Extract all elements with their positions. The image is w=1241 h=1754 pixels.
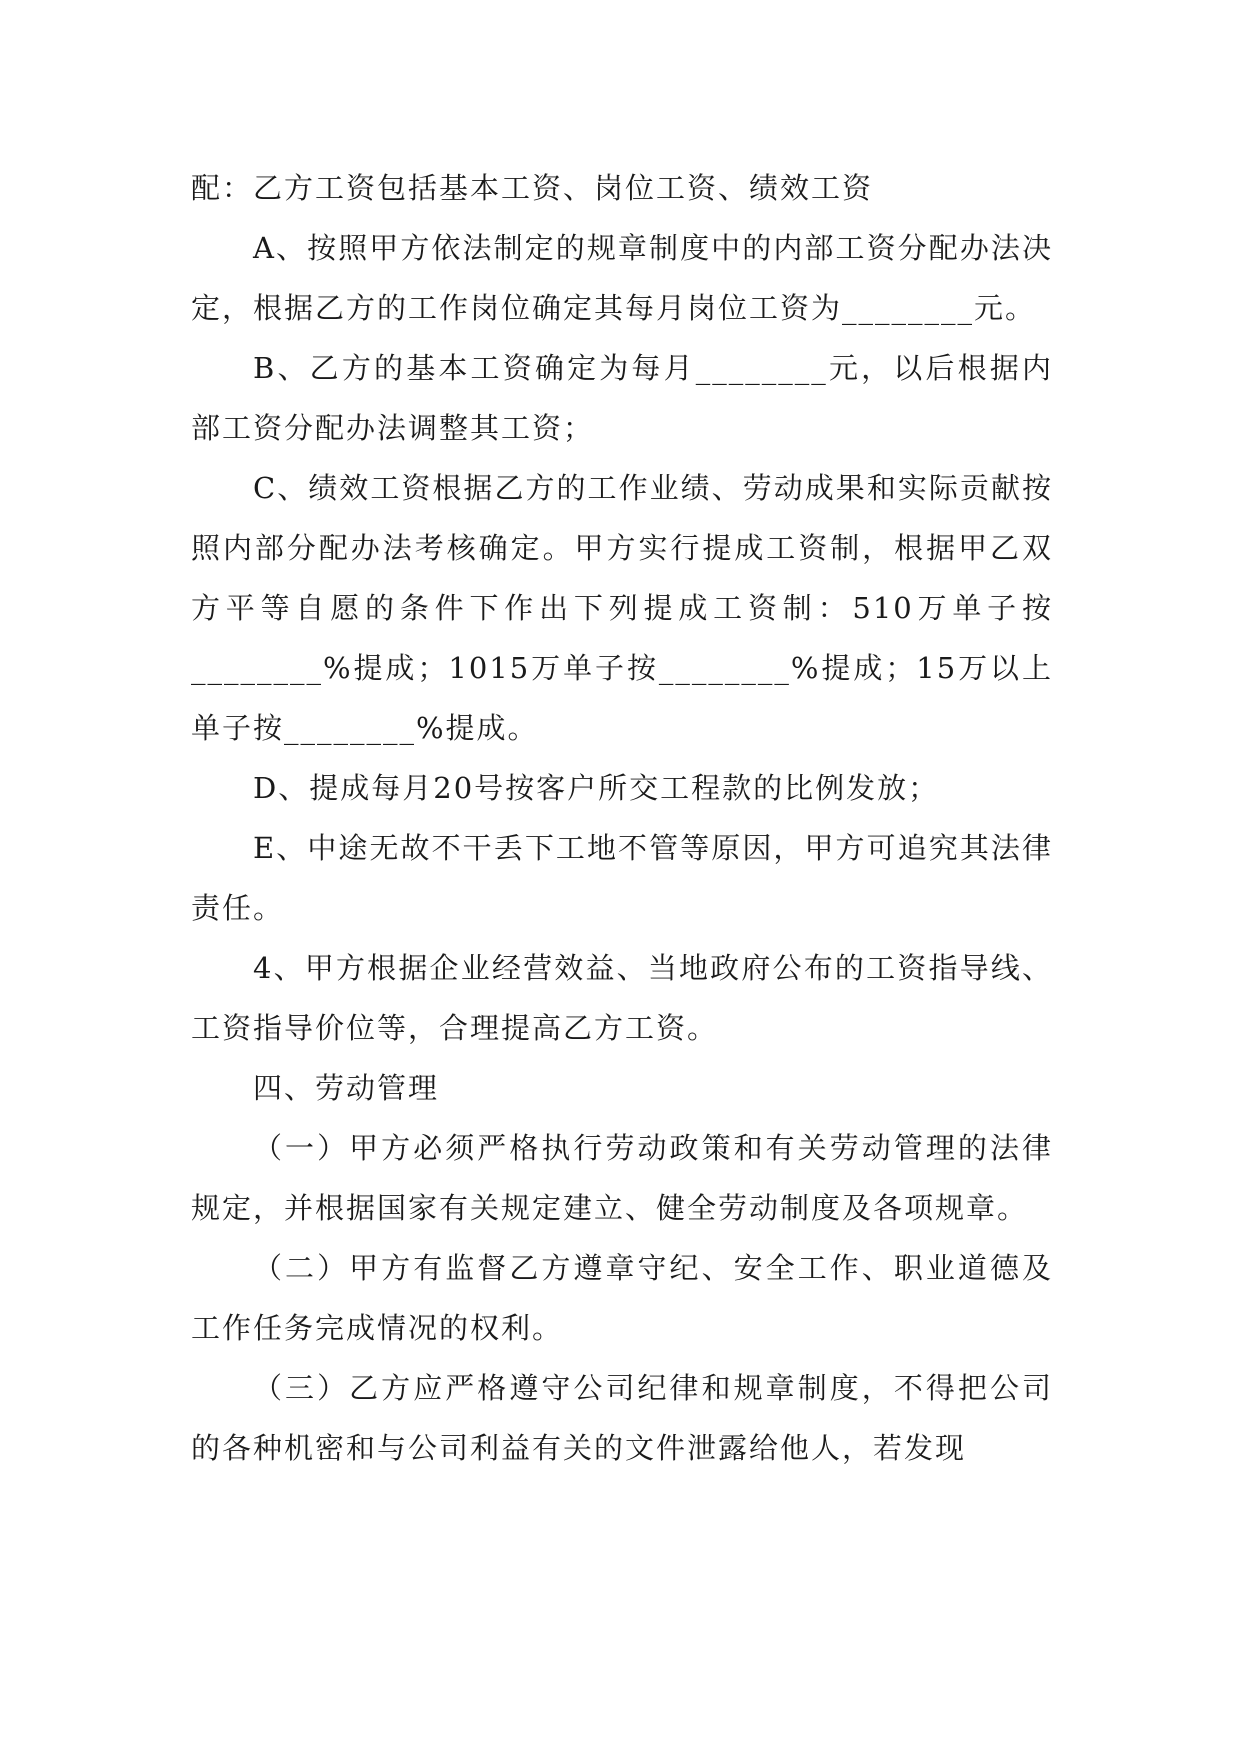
paragraph-item-d: D、提成每月20号按客户所交工程款的比例发放； <box>253 771 940 805</box>
paragraph-clause-2: （二）甲方有监督乙方遵章守纪、安全工作、职业道德及工作任务完成情况的权利。 <box>191 1251 1053 1345</box>
paragraph-item-4: 4、甲方根据企业经营效益、当地政府公布的工资指导线、工资指导价位等，合理提高乙方工资。 <box>191 951 1053 1045</box>
paragraph-item-e: E、中途无故不干丢下工地不管等原因，甲方可追究其法律责任。 <box>191 831 1053 925</box>
paragraph-item-b: B、乙方的基本工资确定为每月________元，以后根据内部工资分配办法调整其工资； <box>191 351 1053 445</box>
paragraph-clause-1: （一）甲方必须严格执行劳动政策和有关劳动管理的法律规定，并根据国家有关规定建立、健全劳动制度及各项规章。 <box>191 1131 1053 1225</box>
paragraph-salary-composition: 配：乙方工资包括基本工资、岗位工资、绩效工资 <box>191 171 874 205</box>
paragraph-clause-3: （三）乙方应严格遵守公司纪律和规章制度，不得把公司的各种机密和与公司利益有关的文件泄露给他人，若发现 <box>191 1371 1053 1465</box>
document-body <box>191 158 1053 1478</box>
section-heading-labor-management: 四、劳动管理 <box>253 1071 440 1105</box>
paragraph-item-c: C、绩效工资根据乙方的工作业绩、劳动成果和实际贡献按照内部分配办法考核确定。甲方实行提成工资制，根据甲乙双方平等自愿的条件下作出下列提成工资制：510万单子按________%提成；1015万单子按________%提成；15万以上单子按________%提成。 <box>191 471 1053 745</box>
paragraph-item-a: A、按照甲方依法制定的规章制度中的内部工资分配办法决定，根据乙方的工作岗位确定其每月岗位工资为________元。 <box>191 231 1053 325</box>
